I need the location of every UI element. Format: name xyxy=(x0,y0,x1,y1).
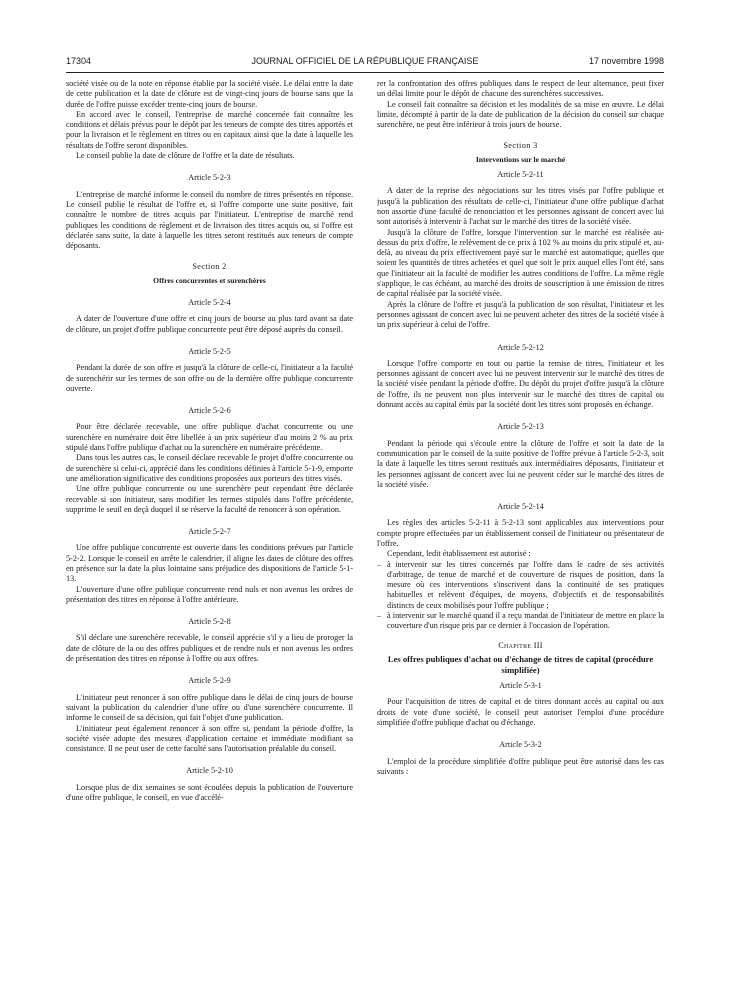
dash-marker: – xyxy=(377,559,382,569)
paragraph: En accord avec le conseil, l'entreprise de marché concernée fait connaître les conditions et délais prévus pour le dépôt par les teneurs de compte des titres apportés et pour la livraison et le règlement en titres ou en capitaux ainsi que la date à laquelle les résultats de l'offre seront disponibles. xyxy=(66,109,353,150)
paragraph: Les règles des articles 5-2-11 à 5-2-13 sont applicables aux interventions pour compte propre effectuées par un établissement conseil de l'initiateur ou présentateur de l'offre. xyxy=(377,518,664,548)
paragraph: Pour être déclarée recevable, une offre publique d'achat concurrente ou une surenchère en numéraire doit être libellée à un prix supérieur d'au moins 2 % au prix stipulé dans l'offre publique d'achat ou la surenchère en numéraire précédente. xyxy=(66,422,353,453)
paragraph: Pendant la période qui s'écoule entre la clôture de l'offre et soit la date de la communication par le conseil de la suite positive de l'offre prévue à l'article 5-2-3, soit la date à laquelle les titres seront restitués aux intermédiaires déposants, l'initiateur et les personnes agissant de concert avec lui ne peuvent céder sur le marché des titres de la société visée. xyxy=(377,438,664,489)
chapter-title: Les offres publiques d'achat ou d'échange de titres de capital (procédure simplifiée) xyxy=(387,653,654,675)
issue-date: 17 novembre 1998 xyxy=(588,56,664,66)
article-heading: Article 5-2-4 xyxy=(188,298,231,308)
paragraph: Cependant, ledit établissement est autorisé : xyxy=(387,549,531,559)
paragraph: Le conseil publie la date de clôture de l'offre et la date de résultats. xyxy=(76,151,295,161)
list-item-text: à intervenir sur les titres concernés par l'offre dans le cadre de ses activités d'arbitrage, de tenue de marché et de couverture de risques de position, dans la mesure où ces interventions s'inscrivent dans la continuité de ses pratiques habituelles et relèvent d'équipes, de moyens, d'objectifs et de responsabilités distincts de ceux mobilisés pour l'offre publique ; xyxy=(387,559,664,610)
article-heading: Article 5-3-2 xyxy=(499,740,542,750)
section-title: Interventions sur le marché xyxy=(475,154,566,164)
paragraph: A dater de la reprise des négociations sur les titres visés par l'offre publique et jusqu'à la publication des résultats de celle-ci, l'initiateur d'une offre publique d'achat non assortie d'une faculté de renonciation et les personnes agissant de concert avec lui sont autorisés à intervenir à l'achat sur le marché des titres de la société visée. xyxy=(377,186,664,227)
article-heading: Article 5-2-12 xyxy=(497,342,544,352)
article-heading: Article 5-2-10 xyxy=(186,766,233,776)
article-heading: Article 5-2-11 xyxy=(497,170,544,180)
paragraph: S'il déclare une surenchère recevable, le conseil apprécie s'il y a lieu de proroger la date de clôture de la ou des offres publiques et de rendre nuls et non avenus les ordres de présentation des titres en réponse à l'offre ou aux offres. xyxy=(66,633,353,664)
paragraph: L'initiateur peut également renoncer à son offre si, pendant la période d'offre, la société visée adopte des mesures d'application certaine et immédiate modifiant sa consistance. Il ne peut user de cette faculté sans l'autorisation préalable du conseil. xyxy=(66,723,353,754)
article-heading: Article 5-2-5 xyxy=(188,346,231,356)
dash-list-item xyxy=(377,611,664,632)
paragraph: Une offre publique concurrente ou une surenchère peut cependant être déclarée recevable si son initiateur, sans modifier les termes stipulés dans l'offre précédente, supprime le seuil en deçà duquel il se réserve la faculté de renoncer à son opération. xyxy=(66,484,353,514)
dash-marker: – xyxy=(377,611,382,621)
paragraph: Après la clôture de l'offre et jusqu'à la publication de son résultat, l'initiateur et les personnes agissant de concert avec lui ne peuvent acheter des titres de la société visée à un prix supérieur à celui de l'offre. xyxy=(377,299,664,330)
section-title: Offres concurrentes et surenchères xyxy=(153,275,266,285)
chapter-heading: Chapitre III xyxy=(498,640,543,650)
paragraph: Une offre publique concurrente est ouverte dans les conditions prévues par l'article 5-2-2. Lorsque le conseil en arrête le calendrier, il aligne les dates de clôture des offres en présence sur la date la plus lointaine sans préjudice des dispositions de l'article 5-1-13. xyxy=(66,543,353,584)
paragraph: L'ouverture d'une offre publique concurrente rend nuls et non avenus les ordres de présentation des titres en réponse à l'offre antérieure. xyxy=(66,584,353,604)
article-heading: Article 5-2-13 xyxy=(497,422,544,432)
paragraph: Jusqu'à la clôture de l'offre, lorsque l'intervention sur le marché est réalisée au-dessus du prix d'offre, le relèvement de ce prix à 102 % au moins du prix stipulé et, au-delà, au niveau du prix effectivement payé sur le marché est automatique, quelles que soient les quantités de titres achetées et quel que soit le prix auquel elles l'ont été, sans que l'initiateur ait la faculté de modifier les autres conditions de l'offre. La même règle s'applique, le cas échéant, au marché des droits de souscription à une émission de titres de capital réalisée par la société visée. xyxy=(377,227,664,299)
paragraph: L'entreprise de marché informe le conseil du nombre de titres présentés en réponse. Le conseil publie le résultat de l'offre et, si l'offre comporte une suite positive, fait connaître le nombre de titres acquis par l'initiateur. L'entreprise de marché rend publiques les conditions de règlement et de livraison des titres acquis ou, si l'offre est déclarée sans suite, la date à laquelle les titres seront restitués aux teneurs de compte déposants. xyxy=(66,189,353,251)
paragraph: Pendant la durée de son offre et jusqu'à la clôture de celle-ci, l'initiateur a la faculté de surenchérir sur les termes de son offre ou de la dernière offre publique concurrente ouverte. xyxy=(66,363,353,393)
paragraph: L'emploi de la procédure simplifiée d'offre publique peut être autorisé dans les cas suivants : xyxy=(377,756,664,776)
article-heading: Article 5-3-1 xyxy=(499,681,542,691)
left-column xyxy=(66,79,353,979)
paragraph: Lorsque l'offre comporte en tout ou partie la remise de titres, l'initiateur et les personnes agissant de concert avec lui ne peuvent intervenir sur le marché des titres de la société visée pendant la période d'offre. Du dépôt du projet d'offre jusqu'à la clôture de l'offre, ils ne peuvent non plus intervenir sur le marché des titres de capital ou donnant accès au capital émis par la société dont les titres sont proposés en échange. xyxy=(377,358,664,410)
section-heading: Section 2 xyxy=(192,262,227,272)
article-heading: Article 5-2-3 xyxy=(188,173,231,183)
paragraph: société visée ou de la note en réponse établie par la société visée. Le délai entre la date de cette publication et la date de clôture est de vingt-cinq jours de bourse sans que la durée de l'offre puisse excéder trente-cinq jours de bourse. xyxy=(66,79,353,109)
paragraph: L'initiateur peut renoncer à son offre publique dans le délai de cinq jours de bourse suivant la publication du calendrier d'une offre ou d'une surenchère concurrente. Il informe le conseil de sa décision, qui fait l'objet d'une publication. xyxy=(66,692,353,723)
right-column xyxy=(377,79,664,979)
paragraph: Pour l'acquisition de titres de capital et de titres donnant accès au capital ou aux droits de vote d'une société, le conseil peut autoriser l'emploi d'une procédure simplifiée d'offre publique d'achat ou d'échange. xyxy=(377,697,664,728)
article-heading: Article 5-2-8 xyxy=(188,617,231,627)
section-heading: Section 3 xyxy=(503,141,538,151)
journal-title: JOURNAL OFFICIEL DE LA RÉPUBLIQUE FRANÇAISE xyxy=(251,56,479,66)
header-rule xyxy=(66,72,664,73)
paragraph: Dans tous les autres cas, le conseil déclare recevable le projet d'offre concurrente ou de surenchère si celui-ci, apprécié dans les conditions définies à l'article 5-1-9, emporte une amélioration significative des conditions proposées aux porteurs des titres visés. xyxy=(66,453,353,483)
paragraph: Le conseil fait connaître sa décision et les modalités de sa mise en œuvre. Le délai limite, décompté à partir de la date de publication de la décision du conseil sur chaque surenchère, ne peut être inférieur à trois jours de bourse. xyxy=(377,99,664,130)
page-number: 17304 xyxy=(66,56,92,66)
dash-list-item xyxy=(377,560,664,611)
paragraph: Lorsque plus de dix semaines se sont écoulées depuis la publication de l'ouverture d'une offre publique, le conseil, en vue d'accélé- xyxy=(66,782,353,803)
list-item-text: à intervenir sur le marché quand il a reçu mandat de l'initiateur de mettre en place la couverture d'un risque pris par ce dernier à l'occasion de l'opération. xyxy=(387,611,664,631)
paragraph: rer la confrontation des offres publiques dans le respect de leur alternance, peut fixer un délai limite pour le dépôt de chacune des surenchères successives. xyxy=(377,79,664,99)
page-header xyxy=(66,56,664,70)
article-heading: Article 5-2-7 xyxy=(188,527,231,537)
article-heading: Article 5-2-14 xyxy=(497,502,544,512)
paragraph: A dater de l'ouverture d'une offre et cinq jours de bourse au plus tard avant sa date de clôture, un projet d'offre publique concurrente peut être déposé auprès du conseil. xyxy=(66,314,353,334)
article-heading: Article 5-2-9 xyxy=(188,676,231,686)
article-heading: Article 5-2-6 xyxy=(188,406,231,416)
